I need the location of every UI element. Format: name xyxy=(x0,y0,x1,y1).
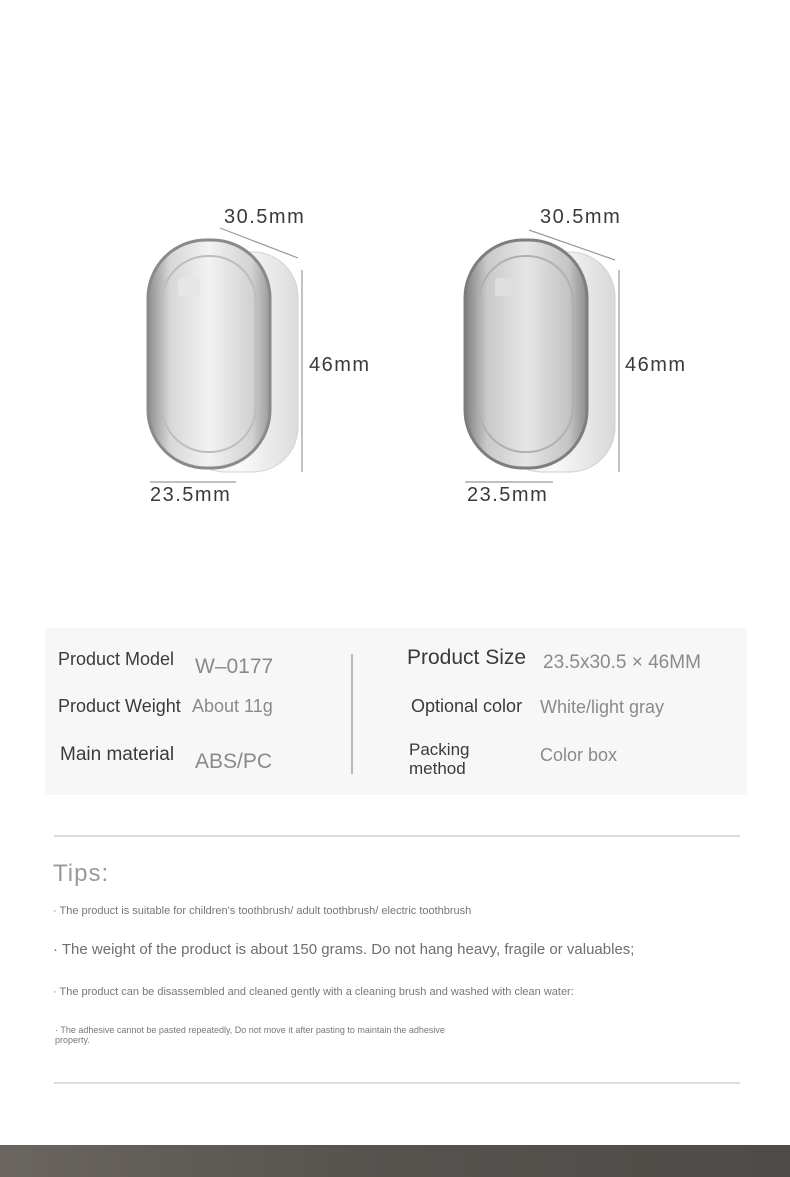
packing-label-line2: method xyxy=(409,759,466,778)
divider-top xyxy=(54,835,740,837)
bottom-image-band xyxy=(0,1145,790,1177)
tip-item: property. xyxy=(55,1035,90,1045)
color-label: Optional color xyxy=(411,696,523,716)
material-value: ABS/PC xyxy=(195,750,273,773)
weight-label: Product Weight xyxy=(58,696,181,716)
tip-item: · The weight of the product is about 150 grams. Do not hang heavy, fragile or valuables; xyxy=(53,941,635,958)
spec-column-divider xyxy=(351,654,353,774)
depth-label: 23.5mm xyxy=(467,484,549,506)
tips-title: Tips: xyxy=(53,860,110,887)
size-value: 23.5x30.5 × 46MM xyxy=(543,652,701,673)
tip-item: · The adhesive cannot be pasted repeatedly, Do not move it after pasting to maintain the adhesive xyxy=(55,1025,445,1035)
height-label: 46mm xyxy=(625,354,687,376)
product-holder-illustration xyxy=(130,200,430,520)
color-value: White/light gray xyxy=(540,697,665,717)
width-label: 30.5mm xyxy=(540,206,622,228)
size-label: Product Size xyxy=(407,646,527,669)
product-figure-right xyxy=(447,200,747,520)
tip-item: · The product is suitable for children's toothbrush/ adult toothbrush/ electric toothbrush xyxy=(53,905,472,917)
tip-item: · The product can be disassembled and cleaned gently with a cleaning brush and washed with clean water: xyxy=(53,986,574,998)
spec-panel xyxy=(45,628,747,795)
packing-label-line1: Packing xyxy=(409,740,470,759)
product-figure-left xyxy=(130,200,430,520)
product-holder-illustration xyxy=(447,200,747,520)
depth-label: 23.5mm xyxy=(150,484,232,506)
model-value: W–0177 xyxy=(195,655,274,678)
width-label: 30.5mm xyxy=(224,206,306,228)
weight-value: About 11g xyxy=(192,696,273,716)
height-label: 46mm xyxy=(309,354,371,376)
material-label: Main material xyxy=(60,744,175,765)
divider-bottom xyxy=(54,1082,740,1084)
packing-value: Color box xyxy=(540,745,618,765)
model-label: Product Model xyxy=(58,649,175,669)
